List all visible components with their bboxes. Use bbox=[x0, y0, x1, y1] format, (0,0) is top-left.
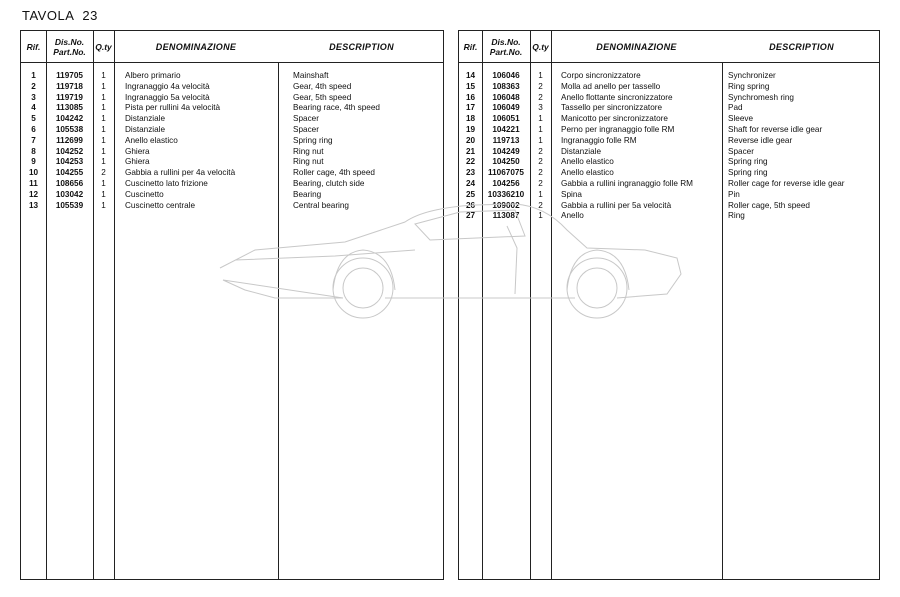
row-denominazione: Distanziale bbox=[125, 124, 166, 134]
row-description: Synchromesh ring bbox=[728, 92, 794, 102]
header-description: DESCRIPTION bbox=[769, 41, 834, 52]
row-rif: 13 bbox=[28, 200, 39, 210]
row-rif: 1 bbox=[31, 71, 36, 80]
row-qty: 2 bbox=[538, 157, 543, 167]
row-part-number: 119719 bbox=[56, 92, 83, 102]
row-denominazione: Molla ad anello per tassello bbox=[561, 81, 661, 91]
row-rif: 23 bbox=[465, 168, 476, 178]
page-number: 23 bbox=[82, 8, 98, 23]
row-part-number: 10336210 bbox=[487, 189, 525, 199]
row-qty: 1 bbox=[101, 103, 106, 113]
row-part-number: 119718 bbox=[56, 81, 83, 91]
row-description: Bearing, clutch side bbox=[293, 178, 365, 188]
row-qty: 1 bbox=[101, 92, 106, 102]
row-description: Spacer bbox=[293, 124, 319, 134]
row-rif: 16 bbox=[465, 92, 476, 102]
row-qty: 1 bbox=[101, 124, 106, 134]
row-qty: 1 bbox=[538, 124, 543, 134]
row-part-number: 104255 bbox=[55, 168, 84, 178]
header-part-number bbox=[46, 31, 93, 62]
header-part-line2: Part.No. bbox=[489, 46, 523, 57]
row-qty: 2 bbox=[538, 178, 543, 188]
row-denominazione: Manicotto per sincronizzatore bbox=[561, 114, 668, 124]
row-qty: 1 bbox=[101, 189, 106, 199]
row-rif: 25 bbox=[465, 189, 476, 199]
row-denominazione: Ghiera bbox=[125, 146, 150, 156]
row-rif: 6 bbox=[31, 124, 36, 134]
row-description: Reverse idle gear bbox=[728, 135, 793, 145]
row-qty: 1 bbox=[101, 200, 106, 210]
row-rif: 21 bbox=[465, 146, 476, 156]
row-denominazione: Cuscinetto centrale bbox=[125, 200, 196, 210]
table-row bbox=[21, 190, 443, 201]
row-part-number: 108656 bbox=[55, 178, 84, 188]
table-row bbox=[459, 211, 879, 222]
row-rif: 14 bbox=[465, 71, 476, 80]
row-qty: 1 bbox=[538, 211, 543, 221]
header-part-line1: Dis.No. bbox=[54, 36, 85, 47]
row-rif: 15 bbox=[465, 81, 476, 91]
table-row bbox=[459, 136, 879, 147]
table-row bbox=[21, 125, 443, 136]
row-part-number: 113085 bbox=[56, 103, 83, 113]
table-row bbox=[459, 190, 879, 201]
table-row bbox=[459, 125, 879, 136]
row-part-number: 11067075 bbox=[488, 168, 524, 178]
row-part-number: 104242 bbox=[55, 114, 84, 124]
row-rif: 10 bbox=[28, 168, 39, 178]
row-rif: 19 bbox=[465, 124, 476, 134]
row-rif: 3 bbox=[31, 92, 36, 102]
row-denominazione: Anello elastico bbox=[561, 157, 614, 167]
row-description: Spring ring bbox=[293, 135, 333, 145]
row-denominazione: Gabbia a rullini per 5a velocità bbox=[561, 200, 672, 210]
row-qty: 2 bbox=[538, 146, 543, 156]
row-denominazione: Spina bbox=[561, 189, 582, 199]
table-row bbox=[21, 157, 443, 168]
table-row bbox=[21, 147, 443, 158]
row-part-number: 103042 bbox=[55, 189, 84, 199]
row-denominazione: Pista per rullini 4a velocità bbox=[125, 103, 221, 113]
row-qty: 2 bbox=[538, 81, 543, 91]
row-part-number: 104249 bbox=[492, 146, 520, 156]
row-description: Roller cage, 5th speed bbox=[728, 200, 810, 210]
row-part-number: 113087 bbox=[492, 211, 520, 221]
row-denominazione: Distanziale bbox=[125, 114, 166, 124]
row-rif: 20 bbox=[465, 135, 476, 145]
row-denominazione: Distanziale bbox=[561, 146, 602, 156]
table-row bbox=[459, 147, 879, 158]
row-denominazione: Corpo sincronizzatore bbox=[561, 71, 641, 80]
header-denominazione: DENOMINAZIONE bbox=[155, 41, 237, 52]
table-row bbox=[21, 136, 443, 147]
row-qty: 1 bbox=[538, 71, 543, 80]
row-part-number: 105539 bbox=[55, 200, 84, 210]
row-description: Gear, 5th speed bbox=[293, 92, 352, 102]
row-part-number: 106049 bbox=[492, 103, 520, 113]
row-qty: 2 bbox=[538, 168, 543, 178]
page-title-label: TAVOLA bbox=[22, 8, 75, 23]
row-description: Shaft for reverse idle gear bbox=[728, 124, 823, 134]
row-description: Central bearing bbox=[293, 200, 349, 210]
header-qty: Q.ty bbox=[95, 41, 112, 52]
row-description: Synchronizer bbox=[728, 71, 776, 80]
row-rif: 5 bbox=[31, 114, 36, 124]
row-qty: 1 bbox=[101, 135, 106, 145]
row-denominazione: Tassello per sincronizzatore bbox=[561, 103, 663, 113]
row-description: Mainshaft bbox=[293, 71, 329, 80]
table-row bbox=[459, 179, 879, 190]
row-denominazione: Ghiera bbox=[125, 157, 150, 167]
row-qty: 1 bbox=[101, 146, 106, 156]
row-denominazione: Cuscinetto lato frizione bbox=[125, 178, 208, 188]
row-part-number: 105538 bbox=[55, 124, 84, 134]
row-qty: 3 bbox=[538, 103, 543, 113]
row-description: Sleeve bbox=[728, 114, 754, 124]
row-denominazione: Ingranaggio 5a velocità bbox=[125, 92, 210, 102]
parts-table-left bbox=[20, 30, 444, 580]
row-denominazione: Albero primario bbox=[125, 71, 181, 80]
row-denominazione: Anello bbox=[561, 211, 584, 221]
row-rif: 11 bbox=[29, 178, 38, 188]
table-row bbox=[459, 82, 879, 93]
row-description: Pad bbox=[728, 103, 743, 113]
table-row bbox=[21, 71, 443, 82]
row-rif: 22 bbox=[465, 157, 476, 167]
row-qty: 2 bbox=[101, 168, 106, 178]
row-part-number: 104250 bbox=[492, 157, 520, 167]
table-row bbox=[21, 179, 443, 190]
row-rif: 4 bbox=[31, 103, 36, 113]
row-description: Spacer bbox=[293, 114, 319, 124]
left-rows bbox=[21, 71, 443, 211]
row-part-number: 104253 bbox=[55, 157, 84, 167]
row-part-number: 106051 bbox=[492, 114, 520, 124]
row-rif: 18 bbox=[465, 114, 476, 124]
table-row bbox=[459, 114, 879, 125]
row-description: Ring bbox=[728, 211, 745, 221]
row-part-number: 109002 bbox=[492, 200, 520, 210]
header-part-line1: Dis.No. bbox=[491, 36, 521, 47]
row-description: Roller cage for reverse idle gear bbox=[728, 178, 845, 188]
row-description: Pin bbox=[728, 189, 740, 199]
row-denominazione: Gabbia a rullini ingranaggio folle RM bbox=[561, 178, 693, 188]
row-qty: 2 bbox=[538, 200, 543, 210]
row-description: Ring nut bbox=[293, 157, 324, 167]
row-description: Roller cage, 4th speed bbox=[293, 168, 375, 178]
header-part-line2: Part.No. bbox=[53, 46, 86, 57]
row-description: Bearing bbox=[293, 189, 322, 199]
row-qty: 1 bbox=[538, 189, 543, 199]
row-rif: 7 bbox=[31, 135, 36, 145]
row-rif: 2 bbox=[31, 81, 36, 91]
row-qty: 1 bbox=[101, 178, 106, 188]
row-denominazione: Ingranaggio folle RM bbox=[561, 135, 637, 145]
row-rif: 12 bbox=[28, 189, 39, 199]
header-denominazione: DENOMINAZIONE bbox=[596, 41, 677, 52]
row-description: Spacer bbox=[728, 146, 754, 156]
table-row bbox=[21, 93, 443, 104]
row-description: Bearing race, 4th speed bbox=[293, 103, 380, 113]
row-rif: 9 bbox=[31, 157, 36, 167]
row-qty: 1 bbox=[101, 81, 106, 91]
row-part-number: 104252 bbox=[55, 146, 84, 156]
row-qty: 2 bbox=[538, 92, 543, 102]
row-qty: 1 bbox=[538, 135, 543, 145]
row-description: Spring ring bbox=[728, 168, 768, 178]
row-qty: 1 bbox=[101, 71, 106, 80]
row-part-number: 119705 bbox=[56, 71, 83, 80]
table-row bbox=[459, 71, 879, 82]
table-row bbox=[21, 201, 443, 212]
row-denominazione: Anello elastico bbox=[561, 168, 614, 178]
row-description: Spring ring bbox=[728, 157, 768, 167]
row-part-number: 106046 bbox=[492, 71, 520, 80]
parts-table-right bbox=[458, 30, 880, 580]
table-row bbox=[21, 82, 443, 93]
header-rif: Rif. bbox=[26, 41, 41, 52]
row-denominazione: Anello elastico bbox=[125, 135, 178, 145]
page-title bbox=[22, 8, 98, 23]
table-row bbox=[459, 168, 879, 179]
row-part-number: 112699 bbox=[56, 135, 83, 145]
row-denominazione: Gabbia a rullini per 4a velocità bbox=[125, 168, 236, 178]
row-part-number: 106048 bbox=[492, 92, 520, 102]
table-row bbox=[21, 168, 443, 179]
table-row bbox=[459, 103, 879, 114]
row-rif: 26 bbox=[465, 200, 476, 210]
row-part-number: 119713 bbox=[492, 135, 520, 145]
row-qty: 1 bbox=[538, 114, 543, 124]
table-row bbox=[21, 103, 443, 114]
row-rif: 27 bbox=[465, 211, 476, 221]
table-row bbox=[21, 114, 443, 125]
table-row bbox=[459, 157, 879, 168]
row-denominazione: Anello flottante sincronizzatore bbox=[561, 92, 673, 102]
right-rows bbox=[459, 71, 879, 222]
row-part-number: 104221 bbox=[492, 124, 520, 134]
row-part-number: 108363 bbox=[492, 81, 520, 91]
table-row bbox=[459, 201, 879, 212]
row-part-number: 104256 bbox=[492, 178, 520, 188]
row-rif: 8 bbox=[31, 146, 36, 156]
header-description: DESCRIPTION bbox=[329, 41, 394, 52]
header-rif: Rif. bbox=[463, 41, 478, 52]
row-description: Ring spring bbox=[728, 81, 770, 91]
row-rif: 24 bbox=[465, 178, 476, 188]
table-row bbox=[459, 93, 879, 104]
row-rif: 17 bbox=[465, 103, 476, 113]
row-denominazione: Cuscinetto bbox=[125, 189, 164, 199]
row-description: Ring nut bbox=[293, 146, 324, 156]
row-denominazione: Ingranaggio 4a velocità bbox=[125, 81, 210, 91]
header-qty: Q.ty bbox=[532, 41, 549, 52]
header-part-number bbox=[482, 31, 530, 62]
row-qty: 1 bbox=[101, 157, 106, 167]
row-qty: 1 bbox=[101, 114, 106, 124]
row-description: Gear, 4th speed bbox=[293, 81, 352, 91]
row-denominazione: Perno per ingranaggio folle RM bbox=[561, 124, 675, 134]
